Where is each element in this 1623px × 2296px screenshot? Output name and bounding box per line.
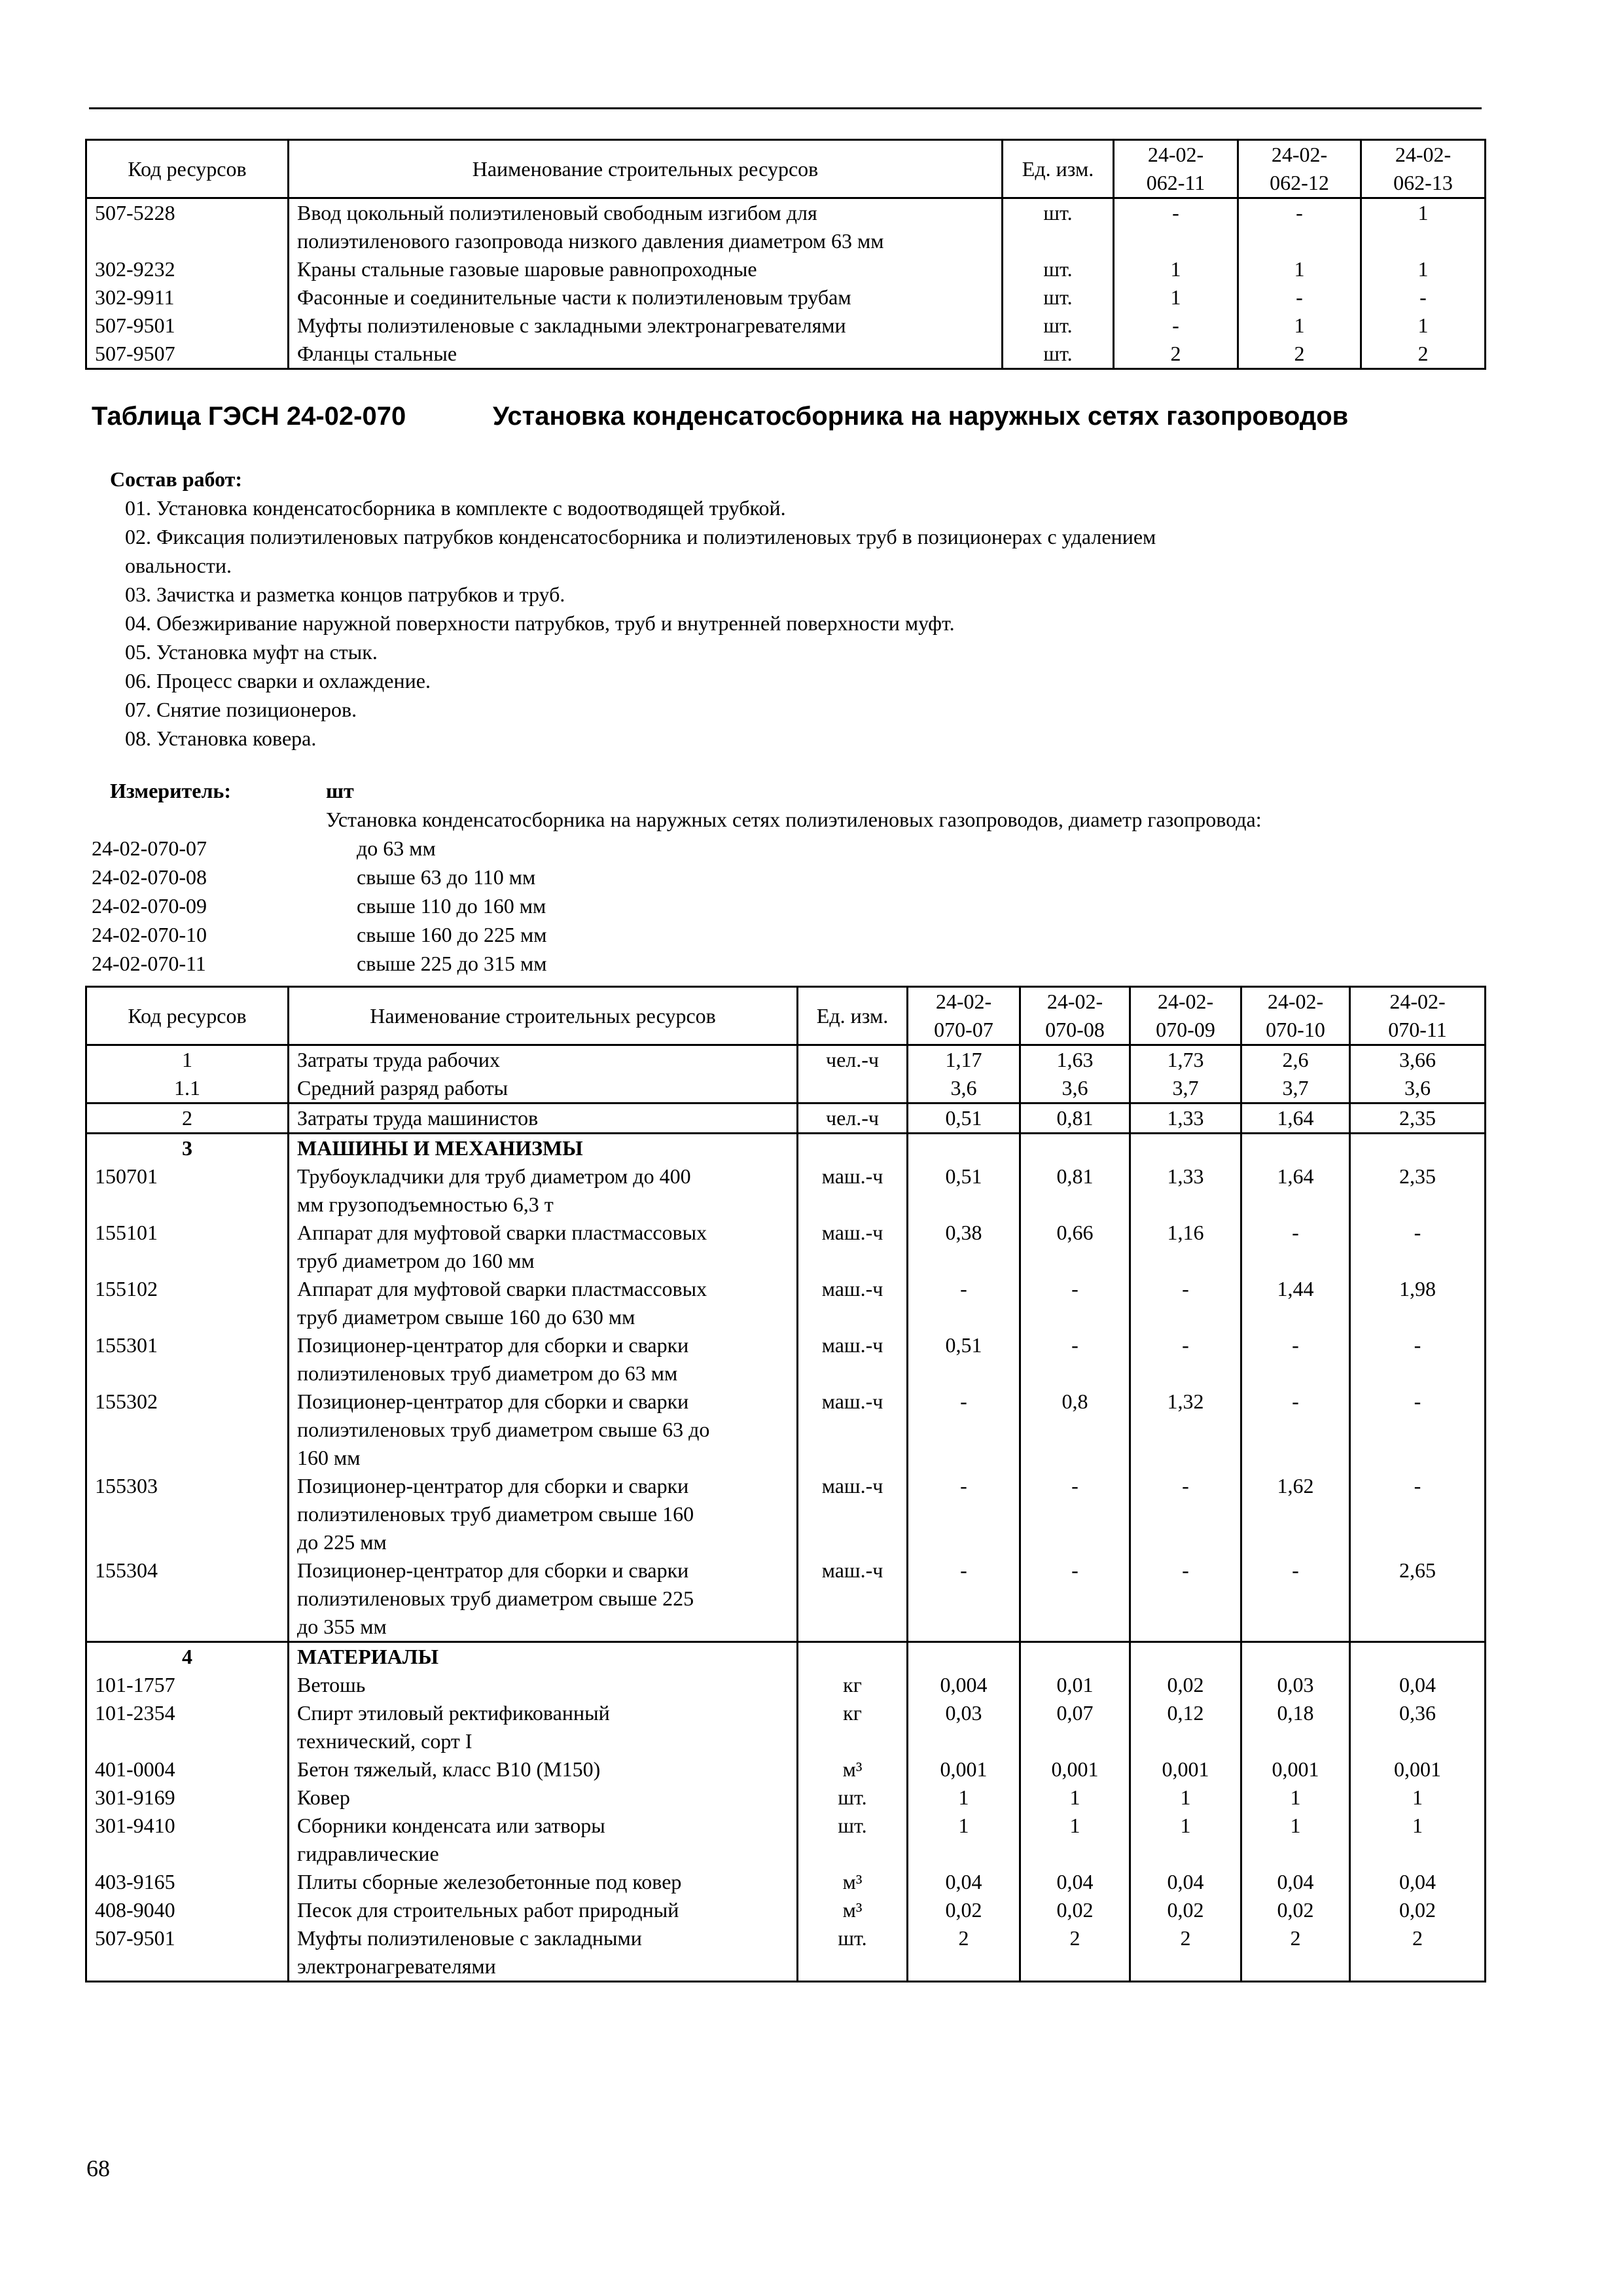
table-row xyxy=(86,255,1486,283)
resource-code: 301-9169 xyxy=(86,1784,289,1812)
resource-code: 2 xyxy=(86,1103,289,1134)
resource-value: - xyxy=(908,1388,1020,1472)
resource-name: Песок для строительных работ природный xyxy=(289,1896,798,1924)
resource-value: - xyxy=(908,1275,1020,1331)
meter-label: Измеритель: xyxy=(110,779,231,802)
resource-unit: маш.-ч xyxy=(798,1219,908,1275)
resource-value: 2,35 xyxy=(1350,1162,1486,1219)
variant-text: свыше 160 до 225 мм xyxy=(357,923,547,946)
column-header: Наименование строительных ресурсов xyxy=(289,987,798,1045)
table-row xyxy=(86,1162,1486,1219)
resource-unit: кг xyxy=(798,1699,908,1755)
resource-unit: шт. xyxy=(798,1784,908,1812)
resource-value: 0,02 xyxy=(1130,1896,1241,1924)
work-item: 01. Установка конденсатосборника в комплекте с водоотводящей трубкой. xyxy=(125,496,786,520)
resource-value xyxy=(908,1134,1020,1163)
resource-value: 1 xyxy=(1238,312,1361,340)
resource-value: 0,04 xyxy=(1020,1868,1130,1896)
column-header: 24-02- 062-12 xyxy=(1238,140,1361,198)
resource-name: Позиционер-центратор для сборки и сварки полиэтиленовых труб диаметром свыше 160 до 225 мм xyxy=(289,1472,798,1556)
resource-unit: чел.-ч xyxy=(798,1045,908,1075)
table-header-row xyxy=(86,987,1486,1045)
resource-code: 408-9040 xyxy=(86,1896,289,1924)
resource-value: 1,33 xyxy=(1130,1103,1241,1134)
resource-value: 1,17 xyxy=(908,1045,1020,1075)
resource-value: 3,6 xyxy=(908,1074,1020,1103)
table-name: Таблица ГЭСН 24-02-070 xyxy=(92,402,406,431)
resource-value: 0,51 xyxy=(908,1103,1020,1134)
resource-value: 1 xyxy=(1361,255,1486,283)
resource-name: Плиты сборные железобетонные под ковер xyxy=(289,1868,798,1896)
work-item: 05. Установка муфт на стык. xyxy=(125,640,378,664)
resource-unit: кг xyxy=(798,1671,908,1699)
table-row xyxy=(86,1074,1486,1103)
resource-value: - xyxy=(1238,283,1361,312)
resource-unit: шт. xyxy=(1003,283,1114,312)
resource-value: 0,004 xyxy=(908,1671,1020,1699)
resource-unit: шт. xyxy=(1003,255,1114,283)
resource-value: 0,001 xyxy=(1130,1755,1241,1784)
resource-table-070 xyxy=(85,986,1486,1982)
resource-unit: шт. xyxy=(1003,312,1114,340)
variant-text: свыше 225 до 315 мм xyxy=(357,952,547,975)
works-label: Состав работ: xyxy=(110,467,243,491)
resource-value: 0,07 xyxy=(1020,1699,1130,1755)
resource-value: 0,001 xyxy=(1241,1755,1350,1784)
resource-name: Позиционер-центратор для сборки и сварки полиэтиленовых труб диаметром свыше 225 до 355 мм xyxy=(289,1556,798,1642)
work-item: 03. Зачистка и разметка концов патрубков и труб. xyxy=(125,583,565,606)
variant-text: до 63 мм xyxy=(357,836,436,860)
resource-value: 0,51 xyxy=(908,1162,1020,1219)
resource-name: Аппарат для муфтовой сварки пластмассовых труб диаметром свыше 160 до 630 мм xyxy=(289,1275,798,1331)
resource-unit: шт. xyxy=(798,1812,908,1868)
resource-value: 0,04 xyxy=(1350,1868,1486,1896)
table-row xyxy=(86,198,1486,256)
resource-value: - xyxy=(1130,1275,1241,1331)
resource-name: МАТЕРИАЛЫ xyxy=(289,1642,798,1672)
resource-unit xyxy=(798,1074,908,1103)
table-row xyxy=(86,340,1486,369)
table-title: Установка конденсатосборника на наружных сетях газопроводов xyxy=(493,402,1349,431)
resource-value xyxy=(1241,1642,1350,1672)
meter-description: Установка конденсатосборника на наружных сетях полиэтиленовых газопроводов, диаметр газопровода: xyxy=(326,808,1262,831)
resource-value: 0,001 xyxy=(1350,1755,1486,1784)
resource-value: 1,44 xyxy=(1241,1275,1350,1331)
resource-value: 1 xyxy=(1130,1784,1241,1812)
variant-code: 24-02-070-11 xyxy=(92,952,206,975)
resource-name: Затраты труда рабочих xyxy=(289,1045,798,1075)
table-row xyxy=(86,1642,1486,1672)
resource-value: 0,04 xyxy=(908,1868,1020,1896)
resource-code: 401-0004 xyxy=(86,1755,289,1784)
page-number: 68 xyxy=(86,2155,110,2181)
resource-value: - xyxy=(908,1556,1020,1642)
table-row xyxy=(86,1219,1486,1275)
resource-value: 0,02 xyxy=(1020,1896,1130,1924)
table-row xyxy=(86,1045,1486,1075)
column-header: 24-02- 062-13 xyxy=(1361,140,1486,198)
resource-value: 3,7 xyxy=(1130,1074,1241,1103)
resource-value: 2 xyxy=(1241,1924,1350,1982)
work-item: 02. Фиксация полиэтиленовых патрубков конденсатосборника и полиэтиленовых труб в позиционерах с удалением xyxy=(125,525,1156,548)
table-row xyxy=(86,1671,1486,1699)
resource-name: Аппарат для муфтовой сварки пластмассовых труб диаметром до 160 мм xyxy=(289,1219,798,1275)
table-row xyxy=(86,1556,1486,1642)
meter-variant xyxy=(92,920,1531,949)
resource-value: 2 xyxy=(1114,340,1238,369)
resource-value: 0,04 xyxy=(1241,1868,1350,1896)
resource-value: 1 xyxy=(1361,312,1486,340)
resource-value: 1 xyxy=(1020,1784,1130,1812)
resource-value: - xyxy=(1361,283,1486,312)
resource-code: 507-5228 xyxy=(86,198,289,256)
resource-value: - xyxy=(1350,1331,1486,1388)
table-row xyxy=(86,1472,1486,1556)
resource-value xyxy=(1020,1642,1130,1672)
resource-code: 155302 xyxy=(86,1388,289,1472)
table-row xyxy=(86,1331,1486,1388)
resource-value: 0,51 xyxy=(908,1331,1020,1388)
resource-value xyxy=(1350,1642,1486,1672)
resource-value: - xyxy=(1350,1219,1486,1275)
work-item: овальности. xyxy=(125,554,232,577)
resource-value: - xyxy=(1020,1275,1130,1331)
resource-name: Спирт этиловый ректификованный технический, сорт I xyxy=(289,1699,798,1755)
resource-unit: м³ xyxy=(798,1755,908,1784)
works-section xyxy=(92,465,1505,753)
resource-value: 1 xyxy=(1114,255,1238,283)
resource-unit: маш.-ч xyxy=(798,1331,908,1388)
resource-value: 2 xyxy=(1238,340,1361,369)
resource-code: 155101 xyxy=(86,1219,289,1275)
resource-value xyxy=(1350,1134,1486,1163)
meter-variant xyxy=(92,863,1531,891)
resource-value: 1,98 xyxy=(1350,1275,1486,1331)
resource-value: - xyxy=(1241,1388,1350,1472)
resource-unit: м³ xyxy=(798,1896,908,1924)
resource-unit xyxy=(798,1134,908,1163)
meter-variant xyxy=(92,949,1531,978)
resource-value: - xyxy=(1350,1388,1486,1472)
resource-value: 1,16 xyxy=(1130,1219,1241,1275)
resource-name: Муфты полиэтиленовые с закладными электронагревателями xyxy=(289,1924,798,1982)
column-header: 24-02- 070-07 xyxy=(908,987,1020,1045)
resource-value: 0,66 xyxy=(1020,1219,1130,1275)
resource-code: 507-9501 xyxy=(86,312,289,340)
resource-unit: маш.-ч xyxy=(798,1472,908,1556)
resource-value: - xyxy=(1130,1331,1241,1388)
resource-value: 3,7 xyxy=(1241,1074,1350,1103)
meter-unit: шт xyxy=(326,779,354,802)
resource-code: 101-1757 xyxy=(86,1671,289,1699)
resource-unit: шт. xyxy=(1003,340,1114,369)
resource-value: 1 xyxy=(1361,198,1486,256)
work-item: 07. Снятие позиционеров. xyxy=(125,698,357,721)
resource-value: - xyxy=(1238,198,1361,256)
resource-name: Средний разряд работы xyxy=(289,1074,798,1103)
column-header: 24-02- 070-09 xyxy=(1130,987,1241,1045)
resource-unit: шт. xyxy=(798,1924,908,1982)
resource-name: Ввод цокольный полиэтиленовый свободным изгибом для полиэтиленового газопровода низкого давления диаметром 63 мм xyxy=(289,198,1003,256)
column-header: Ед. изм. xyxy=(798,987,908,1045)
resource-table-062 xyxy=(85,139,1486,370)
resource-code: 155303 xyxy=(86,1472,289,1556)
resource-value: 3,66 xyxy=(1350,1045,1486,1075)
resource-value: 0,01 xyxy=(1020,1671,1130,1699)
resource-value xyxy=(908,1642,1020,1672)
resource-value: 2 xyxy=(908,1924,1020,1982)
resource-value: 1,73 xyxy=(1130,1045,1241,1075)
table-row xyxy=(86,1755,1486,1784)
top-rule xyxy=(89,107,1482,109)
resource-name: Ковер xyxy=(289,1784,798,1812)
resource-value: - xyxy=(1350,1472,1486,1556)
resource-value: 0,03 xyxy=(1241,1671,1350,1699)
variant-code: 24-02-070-10 xyxy=(92,923,207,946)
resource-unit: м³ xyxy=(798,1868,908,1896)
resource-value: 0,81 xyxy=(1020,1162,1130,1219)
resource-value: 0,04 xyxy=(1350,1671,1486,1699)
table-header-row xyxy=(86,140,1486,198)
table-row xyxy=(86,1924,1486,1982)
resource-code: 3 xyxy=(86,1134,289,1163)
resource-unit: маш.-ч xyxy=(798,1275,908,1331)
resource-unit: шт. xyxy=(1003,198,1114,256)
resource-code: 1.1 xyxy=(86,1074,289,1103)
resource-name: Позиционер-центратор для сборки и сварки полиэтиленовых труб диаметром до 63 мм xyxy=(289,1331,798,1388)
resource-value: 2 xyxy=(1130,1924,1241,1982)
column-header: Код ресурсов xyxy=(86,987,289,1045)
resource-value: 0,38 xyxy=(908,1219,1020,1275)
work-item: 04. Обезжиривание наружной поверхности патрубков, труб и внутренней поверхности муфт. xyxy=(125,611,955,635)
resource-value: 0,36 xyxy=(1350,1699,1486,1755)
resource-value: - xyxy=(1114,198,1238,256)
resource-value: - xyxy=(1020,1331,1130,1388)
resource-value: 1 xyxy=(1114,283,1238,312)
resource-unit: чел.-ч xyxy=(798,1103,908,1134)
resource-name: Бетон тяжелый, класс В10 (М150) xyxy=(289,1755,798,1784)
resource-value: 1,63 xyxy=(1020,1045,1130,1075)
meter-section xyxy=(92,776,1531,978)
works-list xyxy=(92,493,1505,753)
meter-variants xyxy=(92,834,1531,978)
resource-name: Ветошь xyxy=(289,1671,798,1699)
resource-name: Фасонные и соединительные части к полиэтиленовым трубам xyxy=(289,283,1003,312)
resource-value: 0,8 xyxy=(1020,1388,1130,1472)
resource-code: 155102 xyxy=(86,1275,289,1331)
resource-unit: маш.-ч xyxy=(798,1388,908,1472)
resource-value: - xyxy=(1114,312,1238,340)
column-header: 24-02- 070-08 xyxy=(1020,987,1130,1045)
resource-value: 1,62 xyxy=(1241,1472,1350,1556)
resource-code: 155301 xyxy=(86,1331,289,1388)
resource-value: 0,02 xyxy=(908,1896,1020,1924)
resource-value: - xyxy=(908,1472,1020,1556)
resource-code: 507-9501 xyxy=(86,1924,289,1982)
resource-value: - xyxy=(1241,1331,1350,1388)
resource-value: 0,02 xyxy=(1130,1671,1241,1699)
resource-unit xyxy=(798,1642,908,1672)
table-row xyxy=(86,1134,1486,1163)
resource-unit: маш.-ч xyxy=(798,1162,908,1219)
resource-code: 1 xyxy=(86,1045,289,1075)
resource-value: 0,001 xyxy=(1020,1755,1130,1784)
resource-value: - xyxy=(1241,1219,1350,1275)
variant-text: свыше 110 до 160 мм xyxy=(357,894,546,918)
column-header: Ед. изм. xyxy=(1003,140,1114,198)
resource-value: - xyxy=(1130,1556,1241,1642)
resource-value: 1 xyxy=(1350,1812,1486,1868)
table-row xyxy=(86,1275,1486,1331)
resource-value: - xyxy=(1020,1472,1130,1556)
variant-text: свыше 63 до 110 мм xyxy=(357,865,536,889)
resource-value: - xyxy=(1020,1556,1130,1642)
column-header: 24-02- 070-10 xyxy=(1241,987,1350,1045)
resource-unit: маш.-ч xyxy=(798,1556,908,1642)
resource-value: 1 xyxy=(1241,1784,1350,1812)
resource-value xyxy=(1241,1134,1350,1163)
resource-value: 0,81 xyxy=(1020,1103,1130,1134)
table-row xyxy=(86,1812,1486,1868)
resource-value: 0,18 xyxy=(1241,1699,1350,1755)
resource-value: 2 xyxy=(1020,1924,1130,1982)
resource-value: 1,32 xyxy=(1130,1388,1241,1472)
resource-code: 302-9232 xyxy=(86,255,289,283)
column-header: Код ресурсов xyxy=(86,140,289,198)
resource-name: Краны стальные газовые шаровые равнопроходные xyxy=(289,255,1003,283)
resource-value: 0,04 xyxy=(1130,1868,1241,1896)
table-row xyxy=(86,1388,1486,1472)
resource-value: 0,03 xyxy=(908,1699,1020,1755)
resource-value: 1 xyxy=(1130,1812,1241,1868)
variant-code: 24-02-070-07 xyxy=(92,836,207,860)
work-item: 06. Процесс сварки и охлаждение. xyxy=(125,669,431,692)
resource-value: 1 xyxy=(1350,1784,1486,1812)
resource-code: 403-9165 xyxy=(86,1868,289,1896)
resource-value: 0,02 xyxy=(1241,1896,1350,1924)
table-row xyxy=(86,1103,1486,1134)
resource-value: 2,65 xyxy=(1350,1556,1486,1642)
table-row xyxy=(86,1699,1486,1755)
resource-value: 2 xyxy=(1350,1924,1486,1982)
resource-name: Фланцы стальные xyxy=(289,340,1003,369)
resource-code: 507-9507 xyxy=(86,340,289,369)
table-row xyxy=(86,1784,1486,1812)
resource-name: Позиционер-центратор для сборки и сварки полиэтиленовых труб диаметром свыше 63 до 160 мм xyxy=(289,1388,798,1472)
table-row xyxy=(86,283,1486,312)
resource-value: 1 xyxy=(908,1812,1020,1868)
resource-name: Муфты полиэтиленовые с закладными электронагревателями xyxy=(289,312,1003,340)
meter-variant xyxy=(92,891,1531,920)
resource-code: 302-9911 xyxy=(86,283,289,312)
variant-code: 24-02-070-08 xyxy=(92,865,207,889)
resource-value xyxy=(1130,1642,1241,1672)
resource-value: 3,6 xyxy=(1350,1074,1486,1103)
resource-value: - xyxy=(1130,1472,1241,1556)
resource-code: 155304 xyxy=(86,1556,289,1642)
resource-value: - xyxy=(1241,1556,1350,1642)
resource-value: 2,6 xyxy=(1241,1045,1350,1075)
resource-value: 1,33 xyxy=(1130,1162,1241,1219)
resource-value: 1 xyxy=(1020,1812,1130,1868)
table-row xyxy=(86,1868,1486,1896)
resource-name: Затраты труда машинистов xyxy=(289,1103,798,1134)
variant-code: 24-02-070-09 xyxy=(92,894,207,918)
resource-code: 301-9410 xyxy=(86,1812,289,1868)
table-row xyxy=(86,312,1486,340)
resource-name: МАШИНЫ И МЕХАНИЗМЫ xyxy=(289,1134,798,1163)
resource-code: 150701 xyxy=(86,1162,289,1219)
column-header: 24-02- 062-11 xyxy=(1114,140,1238,198)
resource-value: 2,35 xyxy=(1350,1103,1486,1134)
resource-code: 4 xyxy=(86,1642,289,1672)
resource-value: 1 xyxy=(908,1784,1020,1812)
resource-name: Трубоукладчики для труб диаметром до 400 мм грузоподъемностью 6,3 т xyxy=(289,1162,798,1219)
work-item: 08. Установка ковера. xyxy=(125,726,317,750)
resource-value: 0,12 xyxy=(1130,1699,1241,1755)
resource-value: 2 xyxy=(1361,340,1486,369)
resource-name: Сборники конденсата или затворы гидравлические xyxy=(289,1812,798,1868)
resource-value: 3,6 xyxy=(1020,1074,1130,1103)
resource-value: 1 xyxy=(1238,255,1361,283)
resource-value: 0,02 xyxy=(1350,1896,1486,1924)
resource-value: 1,64 xyxy=(1241,1162,1350,1219)
resource-code: 101-2354 xyxy=(86,1699,289,1755)
table-row xyxy=(86,1896,1486,1924)
resource-value xyxy=(1130,1134,1241,1163)
resource-value: 1 xyxy=(1241,1812,1350,1868)
resource-value: 1,64 xyxy=(1241,1103,1350,1134)
meter-variant xyxy=(92,834,1531,863)
resource-value: 0,001 xyxy=(908,1755,1020,1784)
column-header: Наименование строительных ресурсов xyxy=(289,140,1003,198)
resource-value xyxy=(1020,1134,1130,1163)
column-header: 24-02- 070-11 xyxy=(1350,987,1486,1045)
